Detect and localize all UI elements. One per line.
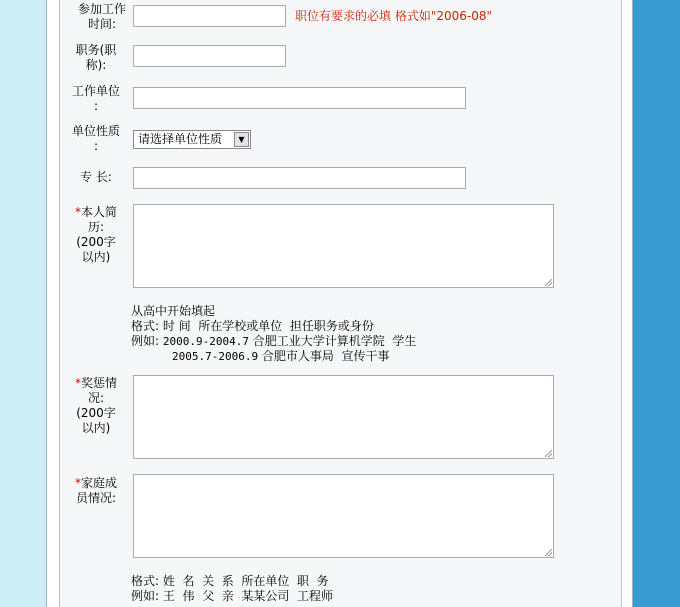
resume-note-line-4: 2005.7-2006.9 合肥市人事局 宣传干事 [172, 349, 390, 363]
unit-type-label: 单位性质 : [71, 124, 120, 153]
rewards-textarea[interactable] [133, 375, 554, 459]
unit-type-select[interactable] [133, 130, 251, 149]
family-note-line-2: 例如: 王 伟 父 亲 某某公司 工程师 [131, 589, 334, 603]
resize-grip-icon[interactable] [545, 549, 552, 556]
employer-label: 工作单位 : [71, 84, 120, 113]
employer-input[interactable] [133, 87, 466, 109]
resume-note-line-2: 格式: 时 间 所在学校或单位 担任职务或身份 [131, 319, 374, 333]
chevron-down-icon[interactable]: ▼ [234, 132, 249, 147]
unit-type-selected-value: 请选择单位性质 [138, 132, 223, 146]
rewards-label: *奖惩情 况: (200字 以内) [74, 376, 117, 435]
required-mark: * [74, 476, 81, 490]
right-side-band [633, 0, 680, 607]
family-textarea[interactable] [133, 474, 554, 558]
required-mark: * [74, 376, 81, 390]
position-input[interactable] [133, 45, 286, 67]
resize-grip-icon[interactable] [545, 279, 552, 286]
work-start-hint: 职位有要求的必填 格式如"2006-08" [295, 9, 492, 23]
resume-label: *本人简 历: (200字 以内) [74, 205, 117, 264]
resize-grip-icon[interactable] [545, 450, 552, 457]
resume-note-line-1: 从高中开始填起 [131, 304, 216, 318]
family-label: *家庭成 员情况: [74, 476, 117, 505]
specialty-input[interactable] [133, 167, 466, 189]
resume-textarea[interactable] [133, 204, 554, 288]
position-label: 职务(职 称): [75, 43, 117, 72]
resume-note-line-3: 例如: 2000.9-2004.7 合肥工业大学计算机学院 学生 [131, 334, 417, 348]
required-mark: * [74, 205, 81, 219]
specialty-label: 专 长: [80, 170, 112, 184]
work-start-label: 参加工作 时间: [77, 2, 126, 31]
family-note-line-1: 格式: 姓 名 关 系 所在单位 职 务 [131, 574, 329, 588]
work-start-input[interactable] [133, 5, 286, 27]
